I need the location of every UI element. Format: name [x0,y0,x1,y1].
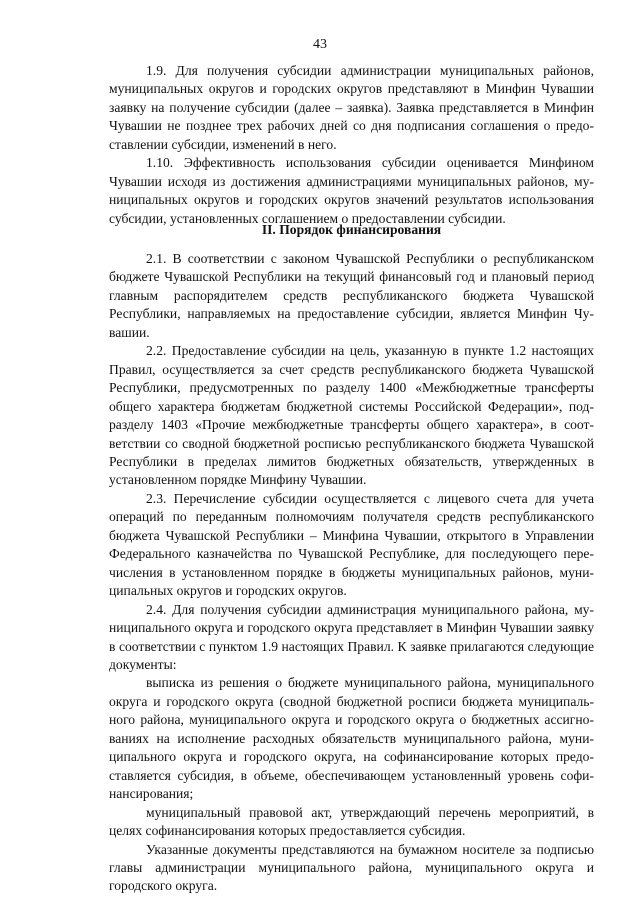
document-list-item-2: муниципальный правовой акт, утверждающий перечень мероприятий, в целях софинансирования которых предоставляется субсидия. [109,804,594,839]
paragraph-2-1: 2.1. В соответствии с законом Чувашской Республики о республиканском бюджете Чувашской Республики на текущий финансовый год и плановый период главным распорядителем средств республиканского бюджета Чувашской Республики, направляемых на предоставление субсидии, является Минфин Чувашии. [109,251,594,340]
section-1-text [109,62,594,228]
paragraph-2-2: 2.2. Предоставление субсидии на цель, указанную в пункте 1.2 настоящих Правил, осуществляется за счет средств республиканского бюджета Чувашской Республики, предусмотренных по разделу 1400 «Межбюджетные трансферты общего характера бюджетам бюджетной системы Российской Федерации», подразделу 1403 «Прочие межбюджетные трансферты общего характера», в соответствии со сводной бюджетной росписью республиканского бюджета Чувашской Республики в пределах лимитов бюджетных обязательств, утвержденных в установленном порядке Минфину Чувашии. [109,343,594,488]
paragraph-2-4: 2.4. Для получения субсидии администрация муниципального района, муниципального округа и городского округа представляет в Минфин Чувашии заявку в соответствии с пунктом 1.9 настоящих Правил. К заявке прилагаются следующие документы: [109,601,594,672]
paragraph-final: Указанные документы представляются на бумажном носителе за подписью главы администрации муниципального района, муниципального округа и городского округа. [109,841,594,894]
section-2-text [109,250,594,896]
paragraph-2-3: 2.3. Перечисление субсидии осуществляется с лицевого счета для учета операций по переданным полномочиям получателя средств республиканского бюджета Чувашской Республики – Минфина Чувашии, открытого в Управлении Федерального казначейства по Чувашской Республике, для последующего перечисления в установленном порядке в бюджеты муниципальных районов, муниципальных округов и городских округов. [109,490,594,599]
document-list-item-1: выписка из решения о бюджете муниципального района, муниципального округа и городского округа (сводной бюджетной росписи бюджета муниципального района, муниципального округа и городского округа о бюджетных ассигнованиях на исполнение расходных обязательств муниципального района, муниципального округа и городского округа, на софинансирование которых предоставляется субсидия, в объеме, обеспечивающем установленный уровень софинансирования; [109,675,594,802]
section-2-heading-wrap [109,221,594,239]
section-heading: II. Порядок финансирования [261,222,442,237]
page-number: 43 [313,37,327,52]
paragraph-1-9: 1.9. Для получения субсидии администрации муниципальных районов, муниципальных округов и городских округов представляют в Минфин Чувашии заявку на получение субсидии (далее – заявка). Заявка представляется в Минфин Чувашии не позднее трех рабочих дней со дня подписания соглашения о предоставлении субсидии, изменений в него. [109,63,594,152]
paragraph-1-10: 1.10. Эффективность использования субсидии оценивается Минфином Чувашии исходя из достижения администрациями муниципальных районов, муниципальных округов и городских округов значений результатов использования субсидии, установленных соглашением о предоставлении субсидии. [109,155,594,226]
